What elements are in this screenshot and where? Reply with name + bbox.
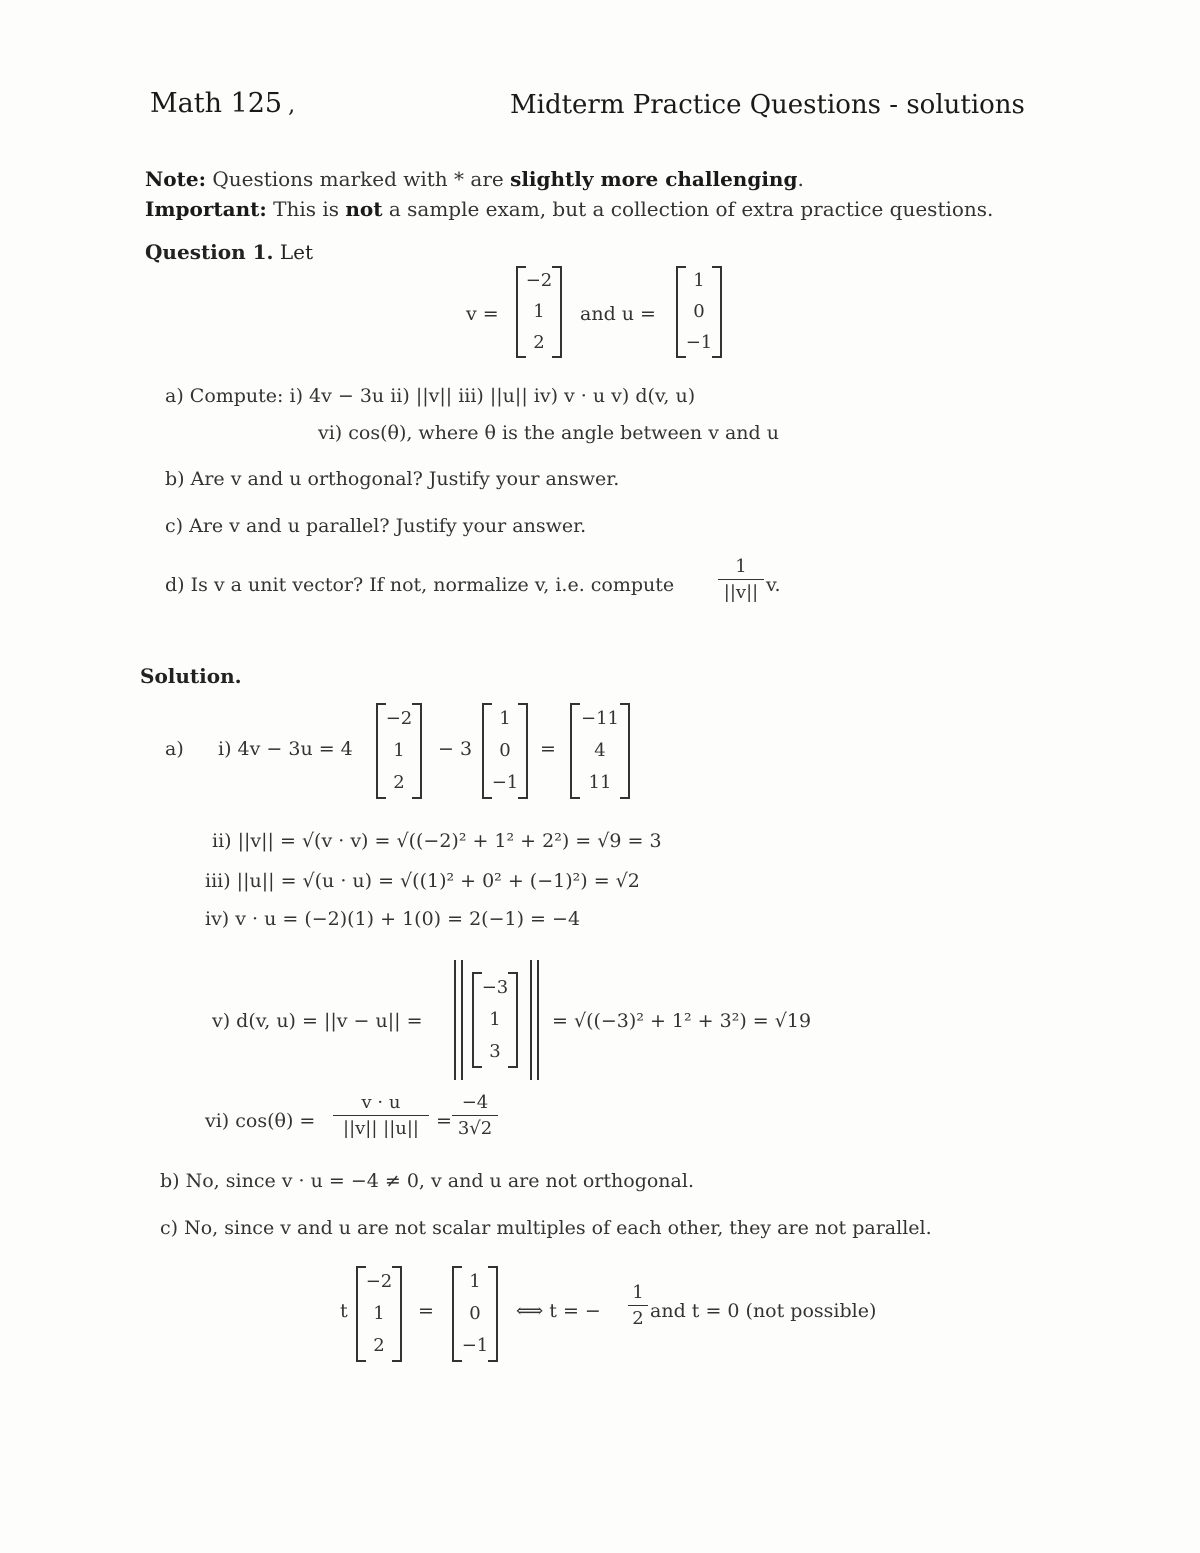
norm-bar-left-inner — [461, 960, 463, 1080]
sol-c-vector-u: 1 0 −1 — [452, 1266, 498, 1362]
sol-c: c) No, since v and u are not scalar multiples of each other, they are not parallel. — [160, 1217, 932, 1239]
sol-vi-eq: = — [436, 1110, 452, 1132]
sol-i-minus: − 3 — [438, 738, 473, 760]
sol-vi-lhs: vi) cos(θ) = — [205, 1110, 316, 1132]
sol-i-lhs: i) 4v − 3u = 4 — [218, 738, 353, 760]
important-line: Important: This is not a sample exam, but a collection of extra practice questions. — [145, 197, 994, 221]
question-1-heading: Question 1. Let — [145, 240, 314, 264]
part-a-line2: vi) cos(θ), where θ is the angle between v and u — [318, 422, 779, 444]
norm-bar-right-inner — [530, 960, 532, 1080]
sol-c-t: t — [340, 1300, 348, 1322]
part-d-tail: v. — [766, 574, 781, 596]
norm-bar-right-outer — [537, 960, 539, 1080]
sol-c-fraction: 1 2 — [628, 1282, 648, 1329]
part-c: c) Are v and u parallel? Justify your answer. — [165, 515, 587, 537]
sol-i-eq: = — [540, 738, 556, 760]
sol-iii: iii) ||u|| = √(u · u) = √((1)² + 0² + (−1)²) = √2 — [205, 870, 640, 892]
sol-c-tail: and t = 0 (not possible) — [650, 1300, 877, 1322]
sol-vi-fraction-2: −4 3√2 — [452, 1092, 498, 1139]
vector-v: −2 1 2 — [516, 266, 562, 358]
sol-i-vector-v: −2 1 2 — [376, 703, 422, 799]
and-u-label: and u = — [580, 303, 656, 325]
course-title: Math 125 , — [150, 88, 296, 119]
sol-c-iff: ⟺ t = − — [516, 1300, 601, 1322]
sol-v-lhs: v) d(v, u) = ||v − u|| = — [212, 1010, 423, 1032]
note-line: Note: Questions marked with * are slightly more challenging. — [145, 167, 804, 191]
sol-a-label: a) — [165, 738, 184, 760]
vector-u: 1 0 −1 — [676, 266, 722, 358]
sol-iv: iv) v · u = (−2)(1) + 1(0) = 2(−1) = −4 — [205, 908, 581, 930]
sol-c-eq: = — [418, 1300, 434, 1322]
sol-v-vector: −3 1 3 — [472, 972, 518, 1068]
part-b: b) Are v and u orthogonal? Justify your answer. — [165, 468, 620, 490]
sol-b: b) No, since v · u = −4 ≠ 0, v and u are not orthogonal. — [160, 1170, 694, 1192]
part-a-line1: a) Compute: i) 4v − 3u ii) ||v|| iii) ||u|| iv) v · u v) d(v, u) — [165, 385, 696, 407]
v-label: v = — [466, 303, 499, 325]
part-d-fraction: 1 ||v|| — [718, 556, 764, 603]
sol-i-vector-u: 1 0 −1 — [482, 703, 528, 799]
solution-heading: Solution. — [140, 664, 242, 688]
sol-i-result: −11 4 11 — [570, 703, 630, 799]
norm-bar-left-outer — [454, 960, 456, 1080]
page-title: Midterm Practice Questions - solutions — [510, 90, 1025, 120]
sol-v-rhs: = √((−3)² + 1² + 3²) = √19 — [552, 1010, 812, 1032]
handwritten-mark: , — [288, 93, 296, 118]
sol-ii: ii) ||v|| = √(v · v) = √((−2)² + 1² + 2²) = √9 = 3 — [212, 830, 662, 852]
sol-vi-fraction-1: v · u ||v|| ||u|| — [333, 1092, 429, 1139]
part-d: d) Is v a unit vector? If not, normalize v, i.e. compute — [165, 574, 675, 596]
sol-c-vector-v: −2 1 2 — [356, 1266, 402, 1362]
